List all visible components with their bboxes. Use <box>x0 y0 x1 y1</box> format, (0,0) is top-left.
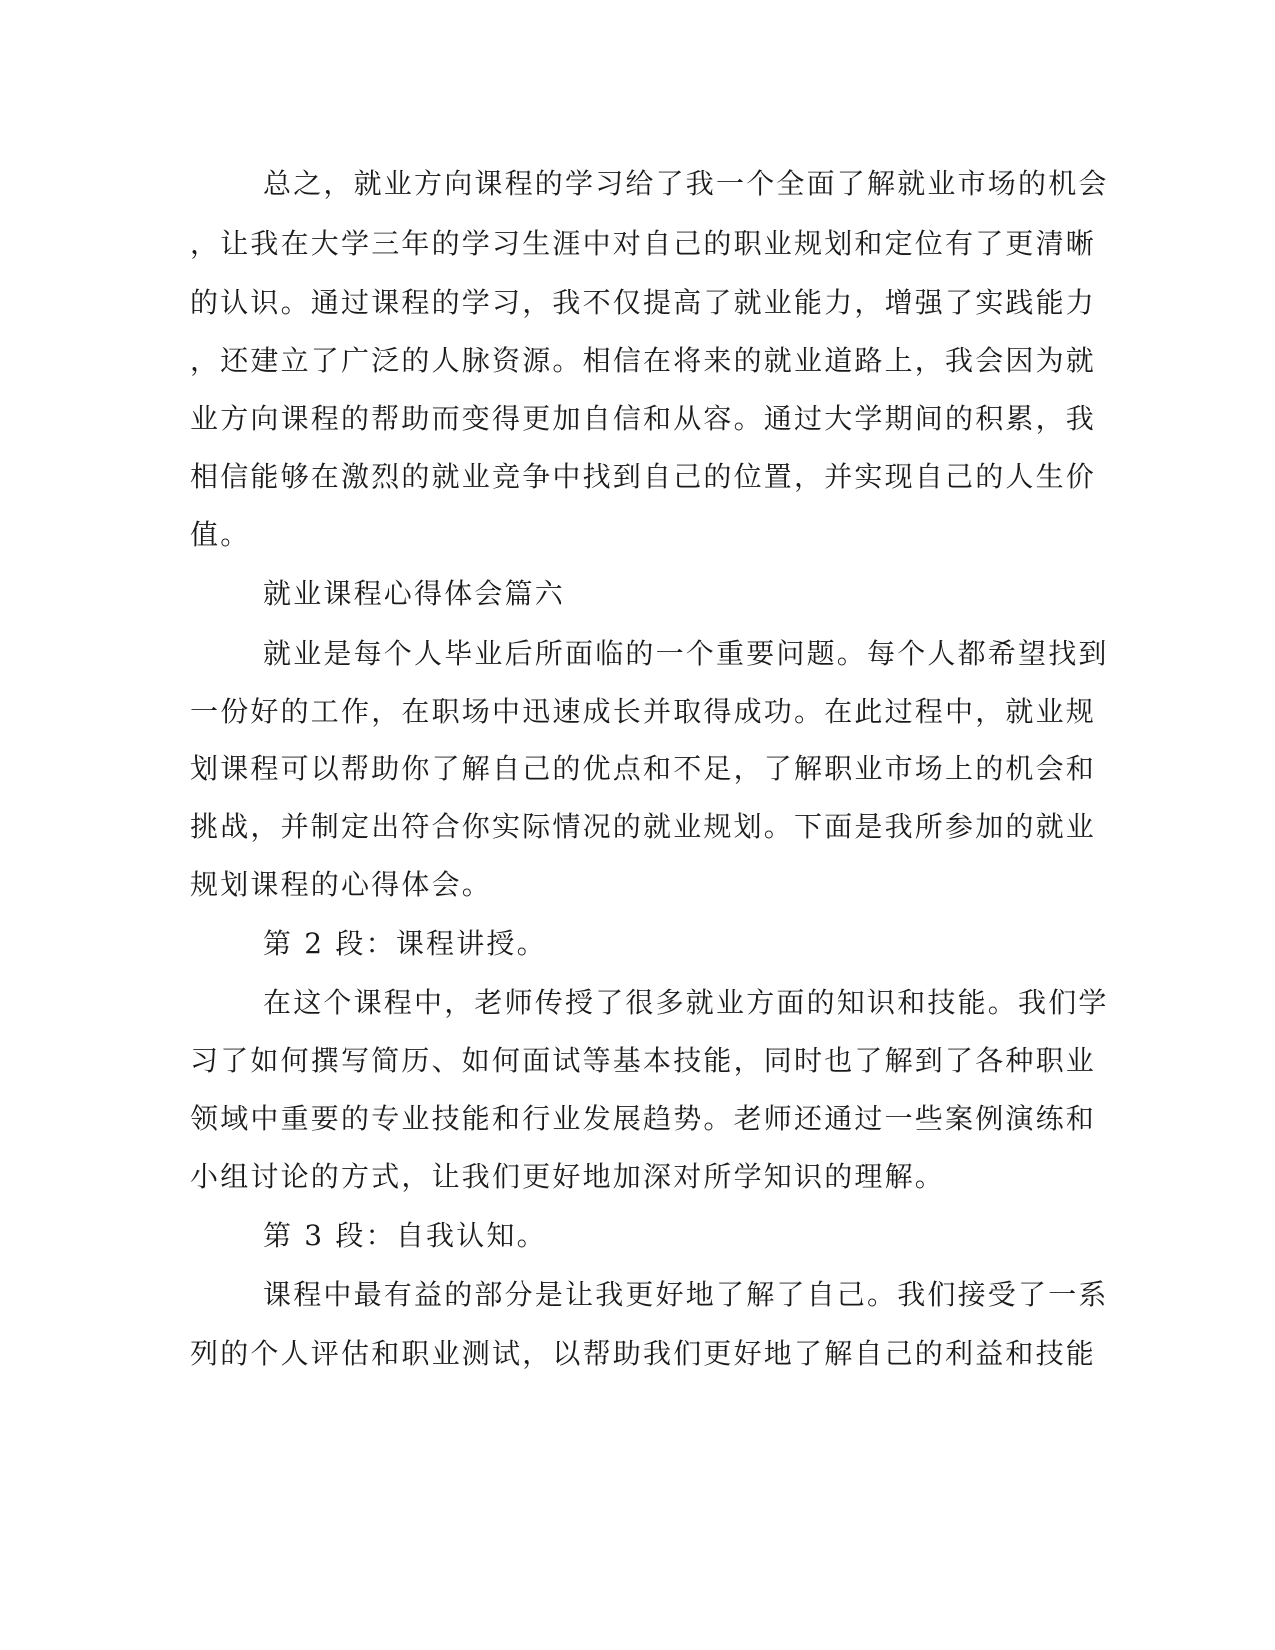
paragraph-line: 列的个人评估和职业测试，以帮助我们更好地了解自己的利益和技能 <box>190 1337 1097 1370</box>
paragraph-line: 值。 <box>190 518 251 551</box>
paragraph-line: 领域中重要的专业技能和行业发展趋势。老师还通过一些案例演练和 <box>190 1102 1097 1135</box>
paragraph-line: 划课程可以帮助你了解自己的优点和不足，了解职业市场上的机会和 <box>190 752 1097 785</box>
paragraph-line: 习了如何撰写简历、如何面试等基本技能，同时也了解到了各种职业 <box>190 1044 1097 1077</box>
paragraph-line: 小组讨论的方式，让我们更好地加深对所学知识的理解。 <box>190 1160 946 1193</box>
section-heading: 就业课程心得体会篇六 <box>263 577 566 610</box>
paragraph-line: ，还建立了广泛的人脉资源。相信在将来的就业道路上，我会因为就 <box>190 344 1097 377</box>
paragraph-line: 就业是每个人毕业后所面临的一个重要问题。每个人都希望找到 <box>263 637 1109 670</box>
paragraph-line: 课程中最有益的部分是让我更好地了解了自己。我们接受了一系 <box>263 1278 1109 1311</box>
paragraph-line: 总之，就业方向课程的学习给了我一个全面了解就业市场的机会 <box>263 167 1109 200</box>
section-heading: 第 3 段：自我认知。 <box>263 1219 547 1252</box>
paragraph-line: 挑战，并制定出符合你实际情况的就业规划。下面是我所参加的就业 <box>190 810 1097 843</box>
paragraph-line: 业方向课程的帮助而变得更加自信和从容。通过大学期间的积累，我 <box>190 402 1097 435</box>
section-heading: 第 2 段：课程讲授。 <box>263 927 547 960</box>
paragraph-line: 规划课程的心得体会。 <box>190 868 493 901</box>
paragraph-line: 一份好的工作，在职场中迅速成长并取得成功。在此过程中，就业规 <box>190 695 1097 728</box>
paragraph-line: 在这个课程中，老师传授了很多就业方面的知识和技能。我们学 <box>263 986 1109 1019</box>
paragraph-line: 相信能够在激烈的就业竞争中找到自己的位置，并实现自己的人生价 <box>190 460 1097 493</box>
paragraph-line: 的认识。通过课程的学习，我不仅提高了就业能力，增强了实践能力 <box>190 286 1097 319</box>
paragraph-line: ，让我在大学三年的学习生涯中对自己的职业规划和定位有了更清晰 <box>190 227 1097 260</box>
